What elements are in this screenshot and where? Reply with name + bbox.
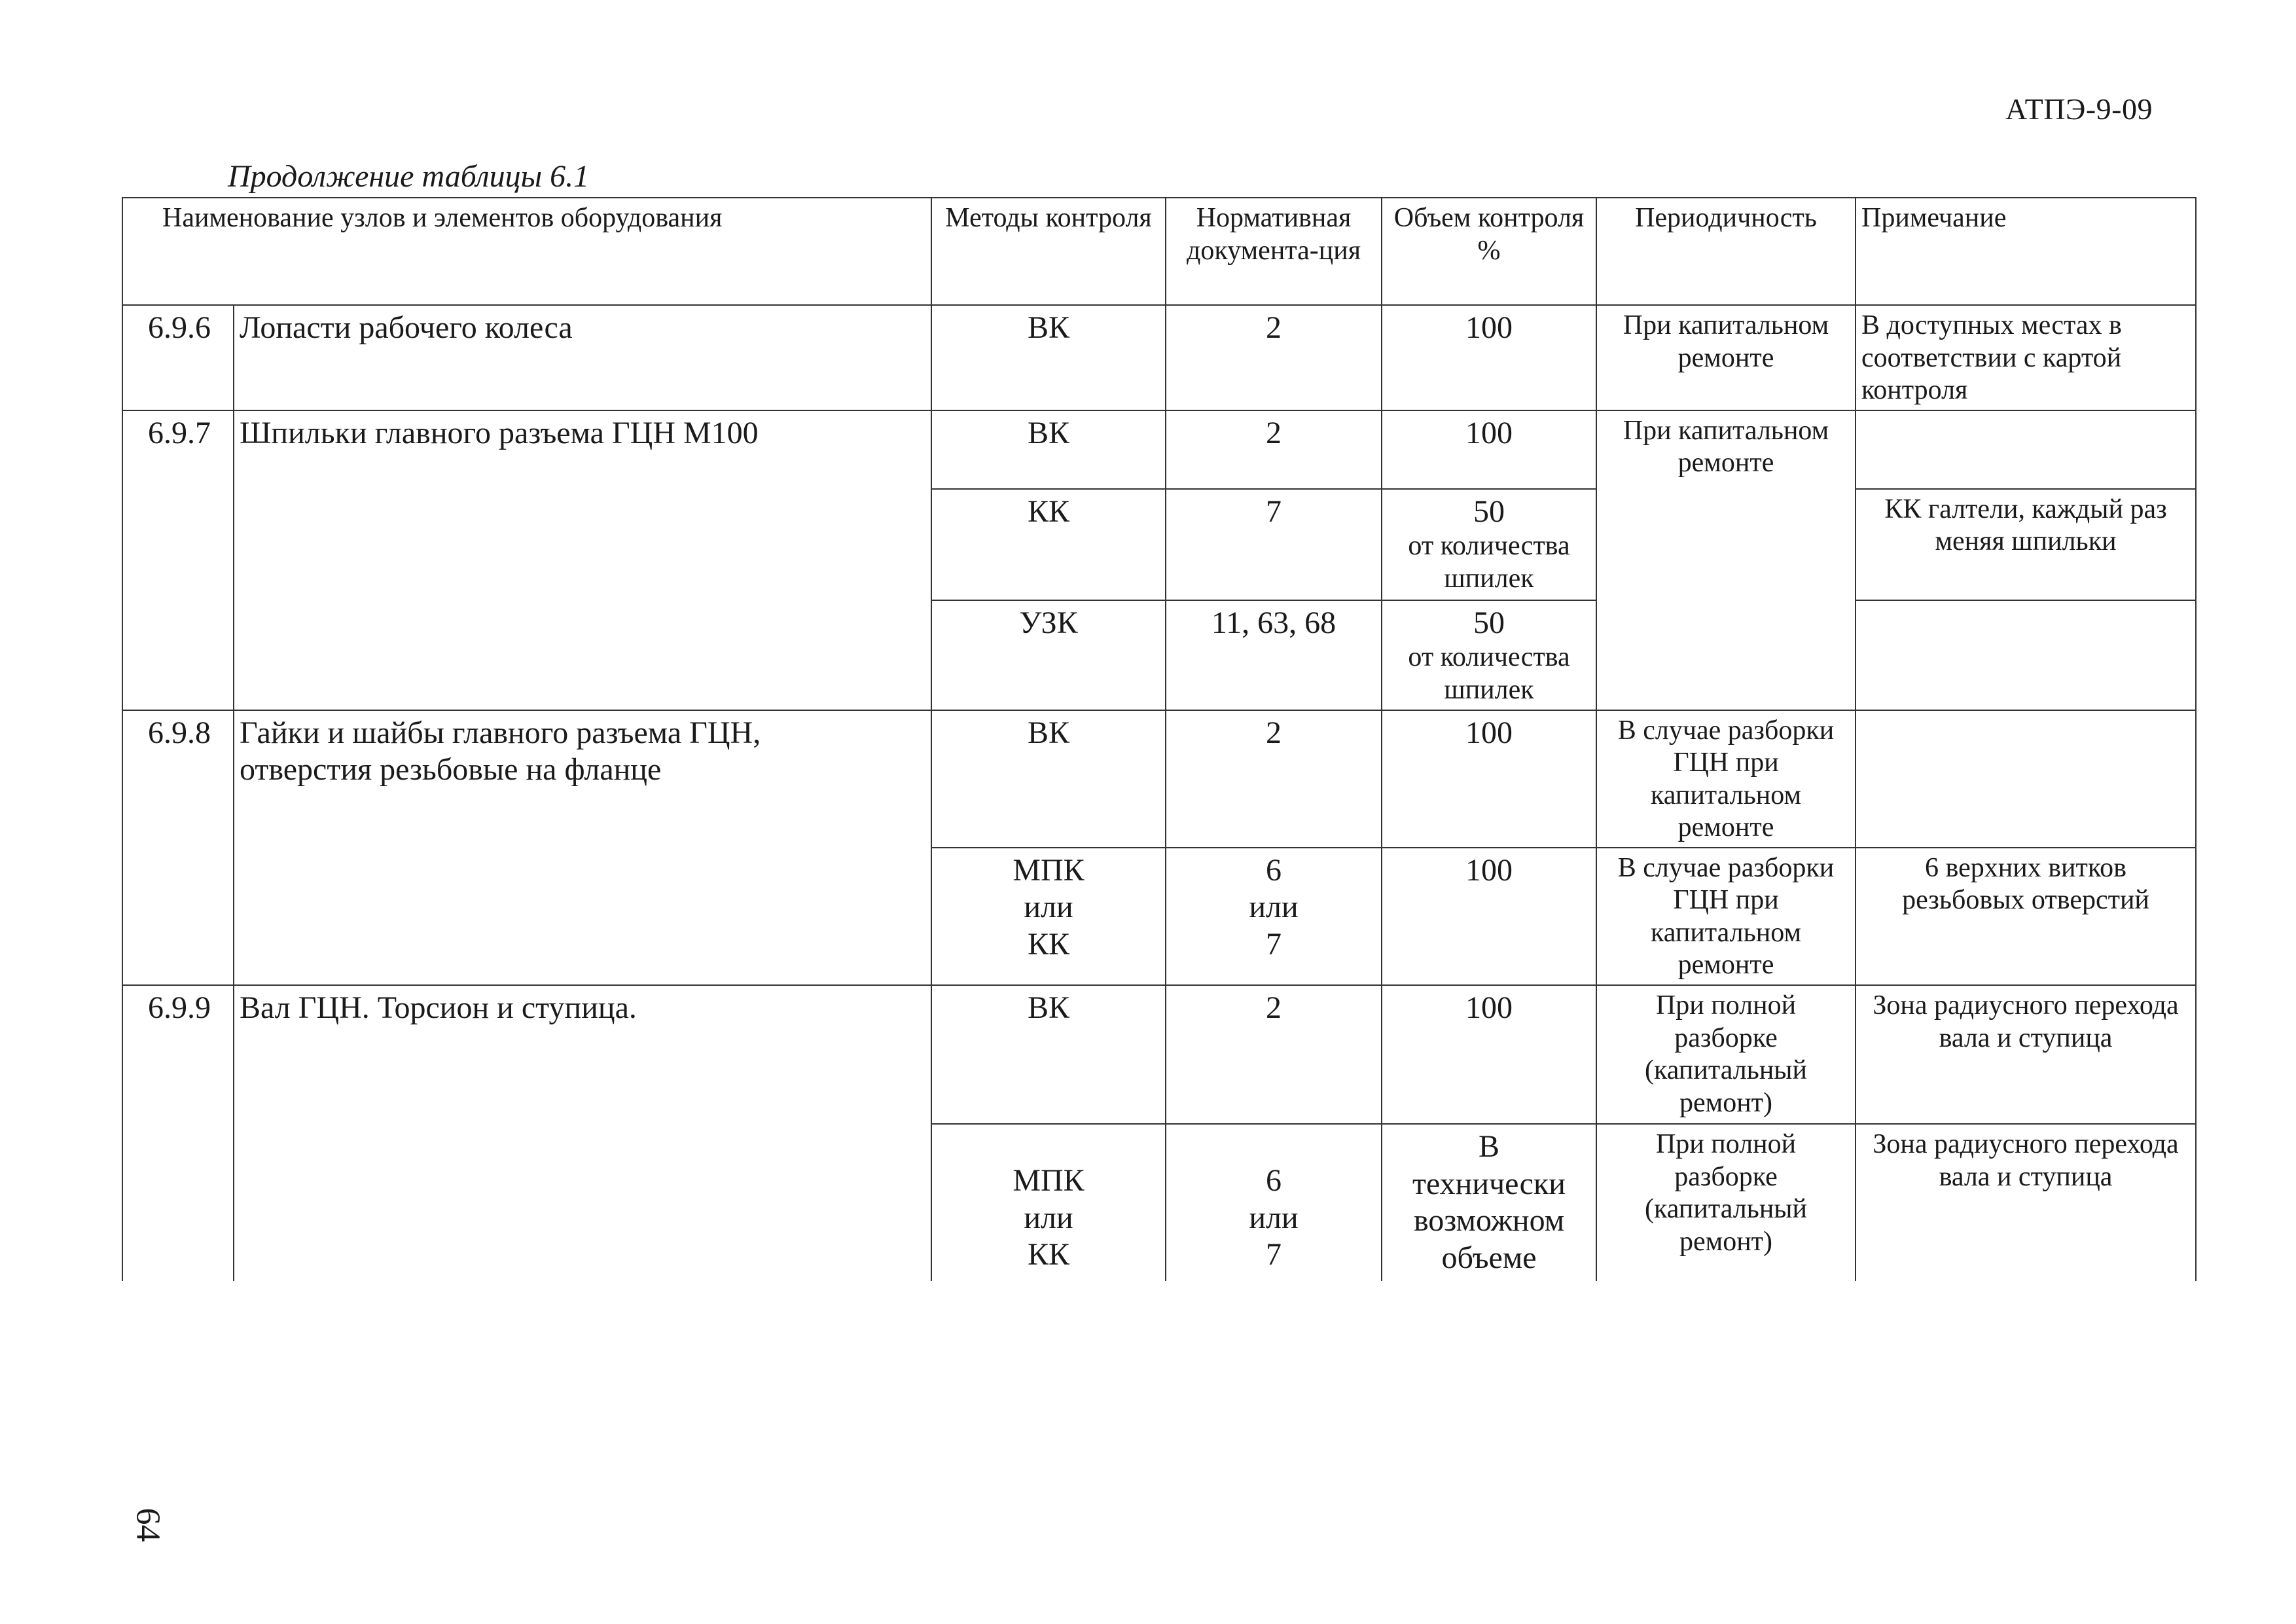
row-doc: 11, 63, 68 — [1166, 600, 1382, 710]
row-doc: 2 — [1166, 410, 1382, 489]
row-number: 6.9.8 — [122, 710, 234, 985]
row-period: При капитальном ремонте — [1596, 305, 1856, 410]
row-volume: 100 — [1382, 848, 1596, 985]
row-doc — [1166, 1124, 1382, 1281]
row-volume — [1382, 1124, 1596, 1281]
row-number: 6.9.6 — [122, 305, 234, 410]
row-volume: 100 — [1382, 410, 1596, 489]
volume-qualifier: от количества шпилек — [1408, 642, 1570, 705]
row-note — [1856, 710, 2196, 848]
table-row — [122, 410, 2196, 489]
method-line: или — [1024, 890, 1073, 925]
row-name-line: отверстия резьбовые на фланце — [240, 752, 662, 787]
row-period: При полной разборке (капитальный ремонт) — [1596, 985, 1856, 1124]
row-method — [931, 848, 1166, 985]
method-line: КК — [1028, 1237, 1070, 1272]
doc-line: 6 — [1266, 852, 1282, 888]
method-line: или — [1024, 1200, 1073, 1235]
header-note: Примечание — [1856, 198, 2196, 305]
row-period: В случае разборки ГЦН при капитальном ремонте — [1596, 710, 1856, 848]
method-line: МПК — [1013, 852, 1085, 888]
table-row — [122, 985, 2196, 1124]
volume-line: технически — [1412, 1166, 1566, 1201]
row-volume: 100 — [1382, 710, 1596, 848]
row-doc — [1166, 848, 1382, 985]
row-name: Вал ГЦН. Торсион и ступица. — [234, 985, 931, 1281]
header-methods: Методы контроля — [931, 198, 1166, 305]
row-volume: 100 — [1382, 305, 1596, 410]
row-doc: 2 — [1166, 305, 1382, 410]
row-period: При капитальном ремонте — [1596, 410, 1856, 710]
row-volume — [1382, 489, 1596, 600]
header-name: Наименование узлов и элементов оборудования — [122, 198, 931, 305]
document-code: АТПЭ-9-09 — [2005, 92, 2153, 126]
method-line: КК — [1028, 927, 1070, 962]
row-number: 6.9.7 — [122, 410, 234, 710]
volume-line: В — [1479, 1129, 1500, 1164]
method-line: МПК — [1013, 1163, 1085, 1199]
row-method: ВК — [931, 305, 1166, 410]
row-doc: 7 — [1166, 489, 1382, 600]
row-method: ВК — [931, 710, 1166, 848]
table-header-row — [122, 198, 2196, 305]
row-period: В случае разборки ГЦН при капитальном ремонте — [1596, 848, 1856, 985]
row-name — [234, 710, 931, 985]
table-row — [122, 305, 2196, 410]
row-name: Лопасти рабочего колеса — [234, 305, 931, 410]
volume-line: объеме — [1441, 1240, 1537, 1275]
row-volume — [1382, 600, 1596, 710]
row-method: КК — [931, 489, 1166, 600]
row-note — [1856, 410, 2196, 489]
row-name: Шпильки главного разъема ГЦН М100 — [234, 410, 931, 710]
volume-value: 50 — [1473, 494, 1505, 529]
doc-line: 6 — [1266, 1163, 1282, 1199]
doc-line: 7 — [1266, 1237, 1282, 1272]
row-doc: 2 — [1166, 710, 1382, 848]
row-period: При полной разборке (капитальный ремонт) — [1596, 1124, 1856, 1281]
doc-line: или — [1249, 890, 1299, 925]
row-method: УЗК — [931, 600, 1166, 710]
row-doc: 2 — [1166, 985, 1382, 1124]
header-normdoc: Нормативная документа-ция — [1166, 198, 1382, 305]
row-note: КК галтели, каждый раз меняя шпильки — [1856, 489, 2196, 600]
inspection-table — [122, 197, 2197, 1281]
row-number: 6.9.9 — [122, 985, 234, 1281]
row-method — [931, 1124, 1166, 1281]
header-period: Периодичность — [1596, 198, 1856, 305]
table-continuation-caption: Продолжение таблицы 6.1 — [228, 159, 590, 194]
row-note: 6 верхних витков резьбовых отверстий — [1856, 848, 2196, 985]
row-volume: 100 — [1382, 985, 1596, 1124]
page-number: 64 — [129, 1507, 167, 1542]
row-name-line: Гайки и шайбы главного разъема ГЦН, — [240, 715, 761, 750]
volume-qualifier: от количества шпилек — [1408, 531, 1570, 594]
doc-line: или — [1249, 1200, 1299, 1235]
row-note — [1856, 600, 2196, 710]
header-volume: Объем контроля % — [1382, 198, 1596, 305]
volume-line: возможном — [1413, 1203, 1565, 1238]
volume-value: 50 — [1473, 605, 1505, 640]
row-note: В доступных местах в соответствии с картой контроля — [1856, 305, 2196, 410]
row-method: ВК — [931, 410, 1166, 489]
row-note: Зона радиусного перехода вала и ступица — [1856, 985, 2196, 1124]
row-note: Зона радиусного перехода вала и ступица — [1856, 1124, 2196, 1281]
table-row — [122, 710, 2196, 848]
row-method: ВК — [931, 985, 1166, 1124]
doc-line: 7 — [1266, 927, 1282, 962]
